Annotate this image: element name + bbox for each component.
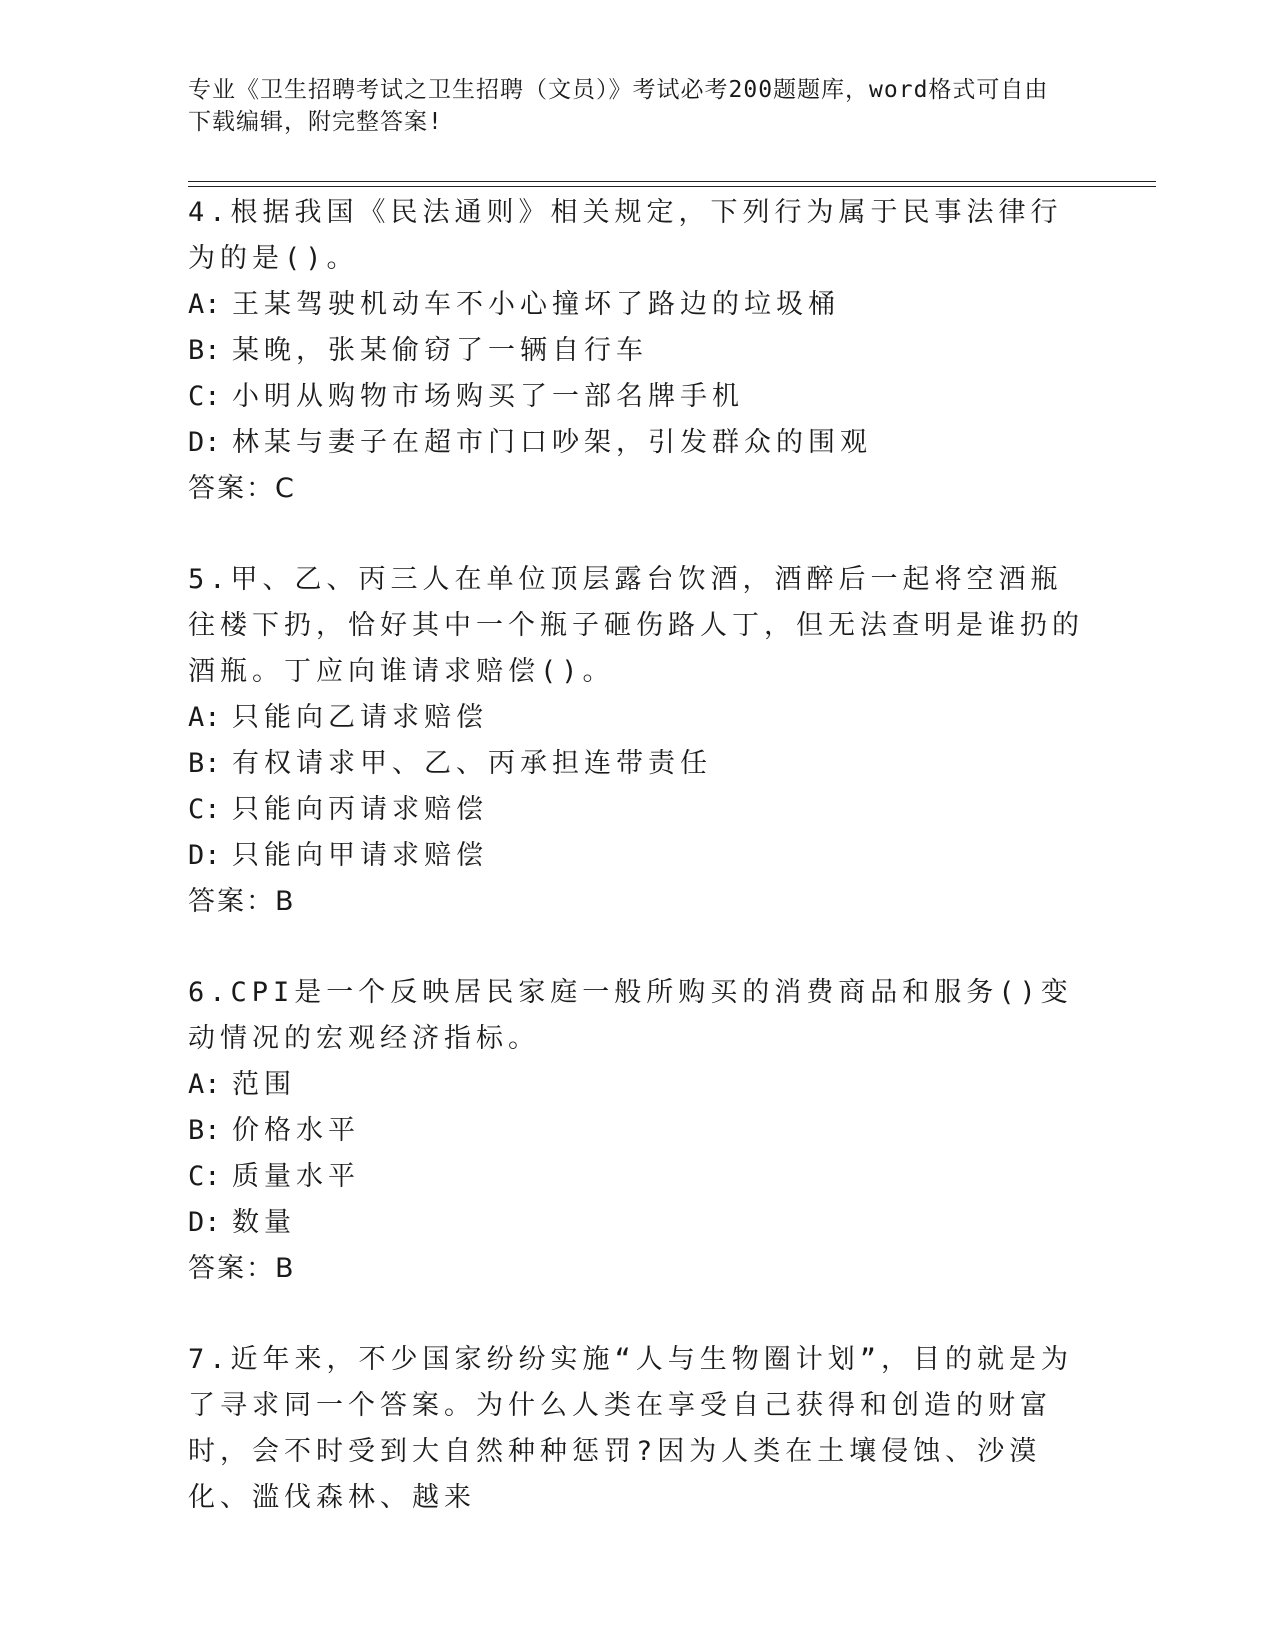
option-key: B: — [188, 335, 221, 366]
option-key: C: — [188, 1161, 221, 1192]
option-text: 只能向丙请求赔偿 — [232, 794, 488, 825]
answer-line: 答案：B — [188, 886, 296, 917]
option-text: 价格水平 — [232, 1115, 360, 1146]
question-6 — [188, 970, 1088, 1292]
option-c — [188, 787, 1088, 833]
option-text: 范围 — [232, 1069, 296, 1100]
option-key: D: — [188, 427, 221, 458]
option-a — [188, 1062, 1088, 1108]
option-key: A: — [188, 702, 221, 733]
option-d — [188, 1200, 1088, 1246]
question-stem: 5.甲、乙、丙三人在单位顶层露台饮酒，酒醉后一起将空酒瓶往楼下扔，恰好其中一个瓶子砸伤路人丁，但无法查明是谁扔的酒瓶。丁应向谁请求赔偿()。 — [188, 564, 1084, 687]
option-text: 某晚，张某偷窃了一辆自行车 — [232, 335, 648, 366]
question-7 — [188, 1337, 1088, 1521]
answer-line: 答案：C — [188, 473, 296, 504]
option-key: C: — [188, 381, 221, 412]
option-key: A: — [188, 1069, 221, 1100]
document-header: 专业《卫生招聘考试之卫生招聘（文员）》考试必考200题题库，word格式可自由下载编辑，附完整答案! — [188, 77, 1049, 135]
question-4 — [188, 190, 1088, 512]
option-a — [188, 282, 1088, 328]
option-key: D: — [188, 840, 221, 871]
option-text: 小明从购物市场购买了一部名牌手机 — [232, 381, 744, 412]
option-key: B: — [188, 1115, 221, 1146]
option-text: 质量水平 — [232, 1161, 360, 1192]
option-c — [188, 374, 1088, 420]
question-stem: 6.CPI是一个反映居民家庭一般所购买的消费商品和服务()变动情况的宏观经济指标。 — [188, 977, 1073, 1054]
question-list — [188, 190, 1088, 1566]
option-text: 林某与妻子在超市门口吵架，引发群众的围观 — [232, 427, 872, 458]
option-b — [188, 328, 1088, 374]
option-b — [188, 1108, 1088, 1154]
option-key: D: — [188, 1207, 221, 1238]
answer-line: 答案：B — [188, 1253, 296, 1284]
option-b — [188, 741, 1088, 787]
option-key: C: — [188, 794, 221, 825]
question-stem: 4.根据我国《民法通则》相关规定，下列行为属于民事法律行为的是()。 — [188, 197, 1063, 274]
option-text: 有权请求甲、乙、丙承担连带责任 — [232, 748, 712, 779]
option-d — [188, 420, 1088, 466]
option-d — [188, 833, 1088, 879]
option-text: 只能向乙请求赔偿 — [232, 702, 488, 733]
question-5 — [188, 557, 1088, 925]
option-key: A: — [188, 289, 221, 320]
option-a — [188, 695, 1088, 741]
option-text: 王某驾驶机动车不小心撞坏了路边的垃圾桶 — [232, 289, 840, 320]
option-c — [188, 1154, 1088, 1200]
header-rule-bottom — [188, 186, 1156, 187]
question-stem: 7.近年来，不少国家纷纷实施“人与生物圈计划”，目的就是为了寻求同一个答案。为什么人类在享受自己获得和创造的财富时，会不时受到大自然种种惩罚?因为人类在土壤侵蚀、沙漠化、滥伐森林、越来 — [188, 1344, 1074, 1513]
option-text: 只能向甲请求赔偿 — [232, 840, 488, 871]
header-rule-top — [188, 181, 1156, 182]
option-text: 数量 — [232, 1207, 296, 1238]
option-key: B: — [188, 748, 221, 779]
